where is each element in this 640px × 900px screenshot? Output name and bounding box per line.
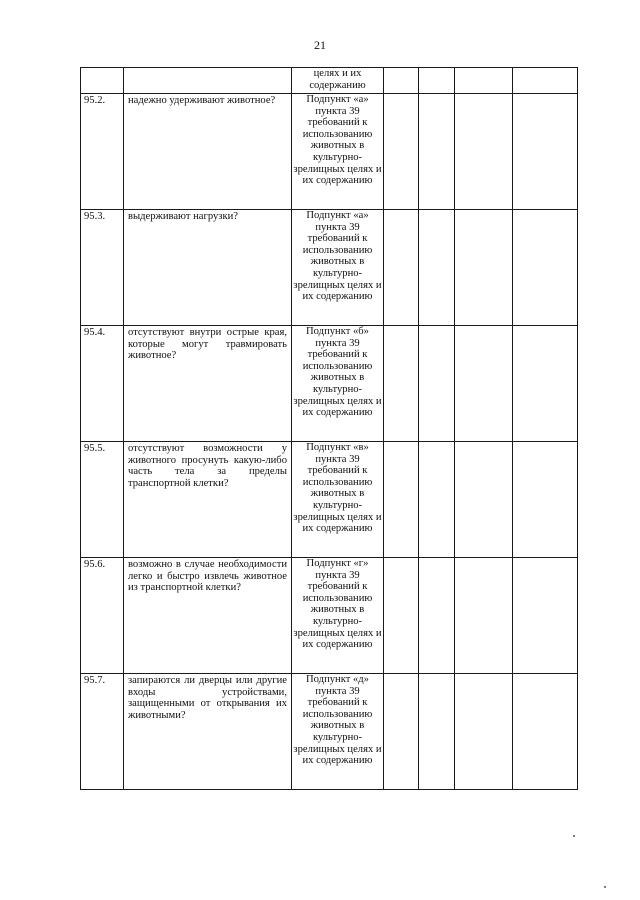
table-row [81, 442, 578, 558]
answer-cell-not-applicable[interactable] [455, 210, 513, 326]
row-reference: Подпункт «а» пункта 39 требований к использованию животных в культурно-зрелищных целях и их содержанию [292, 210, 384, 326]
page-number: 21 [314, 38, 326, 52]
row-question: надежно удерживают животное? [124, 94, 292, 210]
row-question: выдерживают нагрузки? [124, 210, 292, 326]
answer-cell-not-applicable[interactable] [455, 326, 513, 442]
table-row [81, 210, 578, 326]
answer-cell-no[interactable] [419, 558, 455, 674]
row-number: 95.7. [81, 674, 124, 790]
checklist-table [80, 67, 578, 790]
row-number [81, 68, 124, 94]
table-row [81, 558, 578, 674]
row-number: 95.5. [81, 442, 124, 558]
scan-speck [573, 835, 575, 837]
answer-cell-note[interactable] [513, 94, 578, 210]
answer-cell-yes[interactable] [384, 442, 419, 558]
answer-cell-yes[interactable] [384, 674, 419, 790]
answer-cell-yes[interactable] [384, 210, 419, 326]
answer-cell-not-applicable[interactable] [455, 558, 513, 674]
row-question: возможно в случае необходимости легко и быстро извлечь животное из транспортной клетки? [124, 558, 292, 674]
answer-cell-no[interactable] [419, 442, 455, 558]
answer-cell-not-applicable[interactable] [455, 442, 513, 558]
answer-cell-not-applicable[interactable] [455, 94, 513, 210]
answer-cell-yes[interactable] [384, 558, 419, 674]
answer-cell-yes[interactable] [384, 68, 419, 94]
answer-cell-note[interactable] [513, 210, 578, 326]
answer-cell-note[interactable] [513, 68, 578, 94]
answer-cell-not-applicable[interactable] [455, 674, 513, 790]
table-row [81, 326, 578, 442]
answer-cell-no[interactable] [419, 210, 455, 326]
row-question: отсутствуют возможности у животного просунуть какую-либо часть тела за пределы транспортной клетки? [124, 442, 292, 558]
row-reference: Подпункт «д» пункта 39 требований к использованию животных в культурно-зрелищных целях и их содержанию [292, 674, 384, 790]
row-number: 95.2. [81, 94, 124, 210]
answer-cell-note[interactable] [513, 558, 578, 674]
table-row [81, 674, 578, 790]
answer-cell-note[interactable] [513, 442, 578, 558]
row-reference: целях и их содержанию [292, 68, 384, 94]
row-reference: Подпункт «а» пункта 39 требований к использованию животных в культурно-зрелищных целях и их содержанию [292, 94, 384, 210]
row-question [124, 68, 292, 94]
row-reference: Подпункт «г» пункта 39 требований к использованию животных в культурно-зрелищных целях и их содержанию [292, 558, 384, 674]
answer-cell-note[interactable] [513, 674, 578, 790]
row-number: 95.3. [81, 210, 124, 326]
scan-speck [604, 886, 606, 888]
answer-cell-yes[interactable] [384, 326, 419, 442]
answer-cell-no[interactable] [419, 68, 455, 94]
answer-cell-no[interactable] [419, 326, 455, 442]
answer-cell-no[interactable] [419, 94, 455, 210]
table-row [81, 94, 578, 210]
answer-cell-yes[interactable] [384, 94, 419, 210]
row-number: 95.4. [81, 326, 124, 442]
answer-cell-note[interactable] [513, 326, 578, 442]
row-question: запираются ли дверцы или другие входы устройствами, защищенными от открывания их животными? [124, 674, 292, 790]
row-reference: Подпункт «б» пункта 39 требований к использованию животных в культурно-зрелищных целях и их содержанию [292, 326, 384, 442]
row-question: отсутствуют внутри острые края, которые могут травмировать животное? [124, 326, 292, 442]
row-reference: Подпункт «в» пункта 39 требований к использованию животных в культурно-зрелищных целях и их содержанию [292, 442, 384, 558]
table-row [81, 68, 578, 94]
answer-cell-not-applicable[interactable] [455, 68, 513, 94]
answer-cell-no[interactable] [419, 674, 455, 790]
row-number: 95.6. [81, 558, 124, 674]
